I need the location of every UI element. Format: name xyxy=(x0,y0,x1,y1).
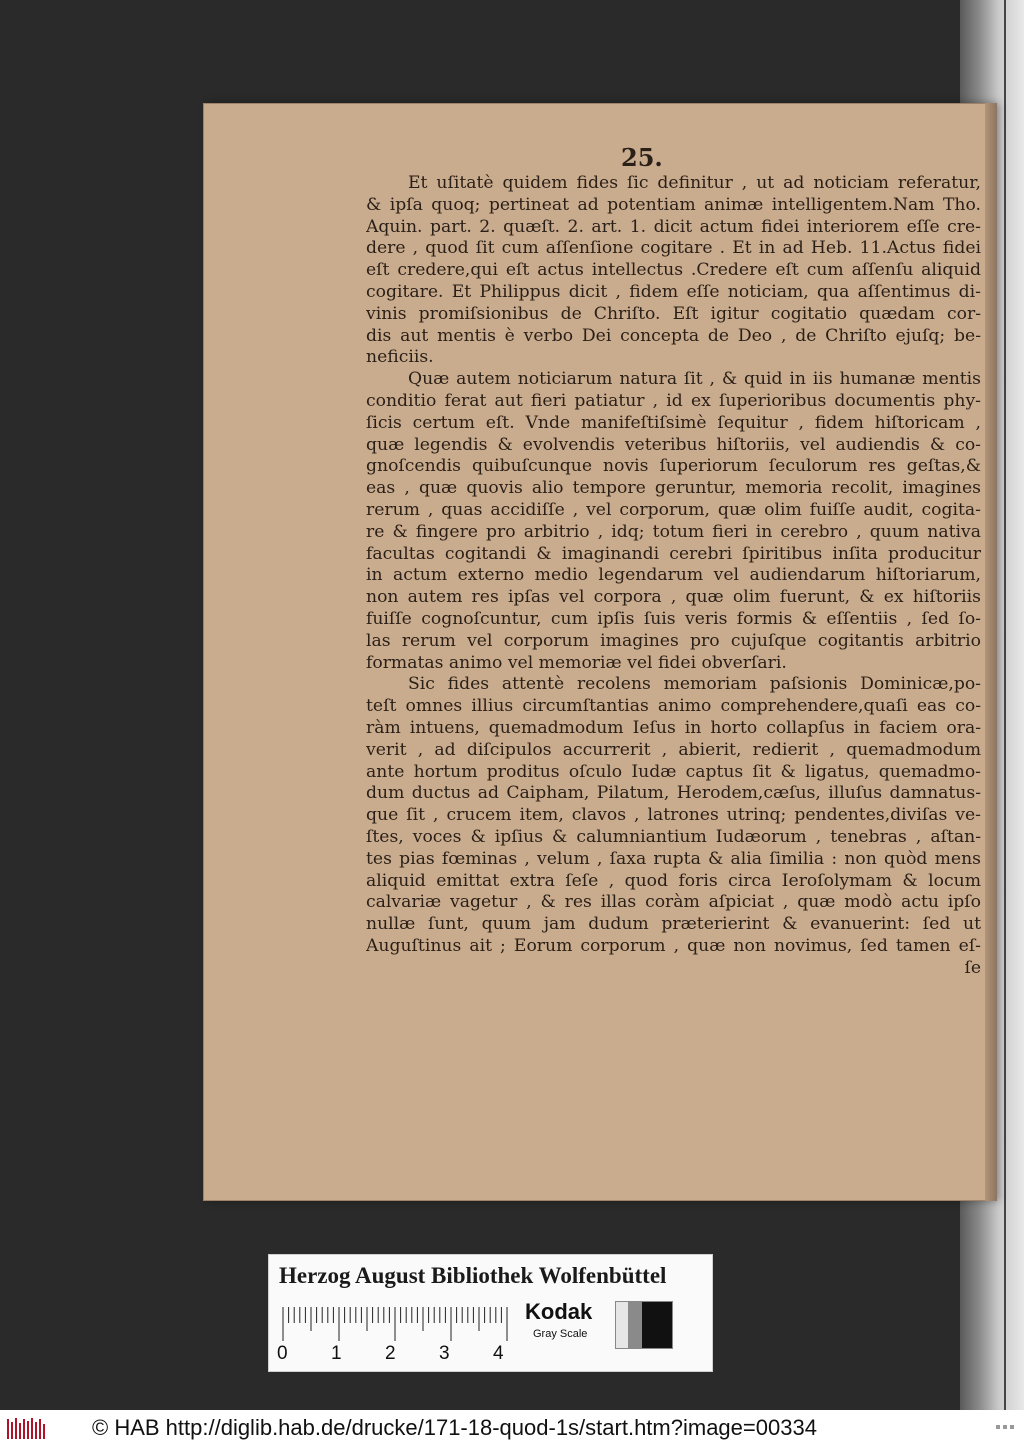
text-line: cogitare. Et Philippus dicit , fidem eſſe noticiam, qua aſſentimus di- xyxy=(366,281,981,302)
text-line: calvariæ vagetur , & res illas coràm aſpiciat , quæ modò actu ipſo xyxy=(366,892,981,913)
text-line: Et uſitatè quidem fides ſic definitur , ut ad noticiam referatur, xyxy=(408,173,981,193)
ruler-number: 1 xyxy=(331,1343,342,1364)
kodak-logo-text: Kodak xyxy=(525,1299,593,1324)
swatch-light xyxy=(616,1302,628,1348)
text-line: formatas animo vel memoriæ vel fidei obverſari. xyxy=(366,652,787,673)
text-line: vinis promiſsionibus de Chriſto. Eſt igitur cogitatio quædam cor- xyxy=(366,303,981,324)
library-name: Herzog August Bibliothek Wolfenbüttel xyxy=(279,1263,667,1288)
page-edge xyxy=(985,103,997,1201)
ruler-number: 3 xyxy=(439,1343,450,1364)
text-line: in actum externo medio legendarum vel audiendarum hiſtoriarum, xyxy=(366,565,981,586)
text-line: verit , ad diſcipulos accurrerit , abierit, redierit , quemadmodum xyxy=(366,739,981,760)
ruler-scale xyxy=(281,1307,513,1341)
library-color-card xyxy=(268,1254,713,1372)
swatch-dark xyxy=(642,1302,672,1348)
text-line: quæ legendis & evolvendis veteribus hiſtoriis, vel audiendis & co- xyxy=(366,434,981,455)
hab-logo-icon xyxy=(6,1416,46,1442)
text-line: tes pias fœminas , velum , ſaxa rupta & alia ſimilia : non quòd mens xyxy=(366,848,981,869)
footer-bar xyxy=(0,1410,1024,1449)
text-line: fuiſſe cognoſcuntur, cum ipſis ſuis veris formis & eſſentiis , ſed ſo- xyxy=(366,608,981,629)
text-line: teſt omnes illius circumſtantias animo comprehendere,quaſi eas co- xyxy=(366,696,981,717)
text-line: dere , quod ſit cum aſſenſione cogitare . Et in ad Heb. 11.Actus fidei xyxy=(366,238,981,259)
ruler-number: 4 xyxy=(493,1343,504,1364)
ruler-number: 0 xyxy=(277,1343,288,1364)
text-line: las rerum vel corporum imagines pro cujuſque cogitantis arbitrio xyxy=(366,630,981,651)
text-line: neficiis. xyxy=(366,347,434,368)
text-line: rerum , quas accidiſſe , vel corporum, quæ olim fuiſſe audit, cogita- xyxy=(366,499,981,520)
text-line: gnoſcendis quibuſcunque novis ſuperiorum ſeculorum res geſtas,& xyxy=(366,456,981,477)
text-line: Aquin. part. 2. quæſt. 2. art. 1. dicit actum fidei interiorem eſſe cre- xyxy=(366,216,981,237)
text-line: Auguſtinus ait ; Eorum corporum , quæ non novimus, ſed tamen eſ- xyxy=(366,935,981,956)
text-line: ſicis certum eſt. Vnde manifeſtiſsimè ſequitur , fidem hiſtoricam , xyxy=(366,412,981,433)
text-line: conditio ferat aut fieri patiatur , id ex ſuperioribus documentis phy- xyxy=(366,390,981,411)
page-body-text xyxy=(366,173,981,979)
copyright-url: © HAB http://diglib.hab.de/drucke/171-18-quod-1s/start.htm?image=00334 xyxy=(92,1415,817,1440)
text-line: ante hortum proditus oſculo Iudæ captus ſit & ligatus, quemadmo- xyxy=(366,761,981,782)
text-line: dis aut mentis è verbo Dei concepta de Deo , de Chriſto ejuſq; be- xyxy=(366,325,981,346)
text-line: que ſit , crucem item, clavos , latrones utrinq; pendentes,diviſas ve- xyxy=(366,805,981,826)
text-line: dum ductus ad Caipham, Pilatum, Herodem,cæſus, illuſus damnatus- xyxy=(366,783,981,804)
text-line: facultas cogitandi & imaginandi cerebri ſpiritibus inſita producitur xyxy=(366,543,981,564)
scanned-page xyxy=(203,103,995,1201)
text-line: eſt credere,qui eſt actus intellectus .Credere eſt cum aſſenſu aliquid xyxy=(366,260,981,281)
text-line: ràm intuens, quemadmodum Ieſus in horto collapſus in faciem ora- xyxy=(366,717,981,738)
gray-scale-swatch xyxy=(615,1301,673,1349)
text-line: re & fingere pro arbitrio , idq; totum fieri in cerebro , quum nativa xyxy=(366,521,981,542)
text-line: Quæ autem noticiarum natura ſit , & quid in iis humanæ mentis xyxy=(408,369,981,390)
text-line: eas , quæ quovis alio tempore geruntur, memoria recolit, imagines xyxy=(366,478,981,499)
catchword: ſe xyxy=(964,957,981,978)
ruler-number: 2 xyxy=(385,1343,396,1364)
spine-shadow xyxy=(1004,0,1006,1410)
page-corner-icon xyxy=(996,1423,1016,1431)
text-line: nullæ ſunt, quum jam dudum præterierint & evanuerint: ſed ut xyxy=(366,914,981,935)
gray-scale-label: Gray Scale xyxy=(533,1328,588,1340)
text-line: & ipſa quoq; pertineat ad potentiam animæ intelligentem.Nam Tho. xyxy=(366,194,981,215)
text-line: aliquid emittat extra ſeſe , quod foris circa Ieroſolymam & locum xyxy=(366,870,981,891)
text-line: Sic fides attentè recolens memoriam paſsionis Dominicæ,po- xyxy=(408,674,981,695)
text-line: non autem res ipſas vel corpora , quæ olim fuerunt, & ex hiſtoriis xyxy=(366,587,981,608)
text-line: ſtes, voces & ipſius & calumniantium Iudæorum , tenebras , aſtan- xyxy=(366,826,981,847)
page-number: 25. xyxy=(621,143,663,172)
swatch-mid xyxy=(628,1302,642,1348)
